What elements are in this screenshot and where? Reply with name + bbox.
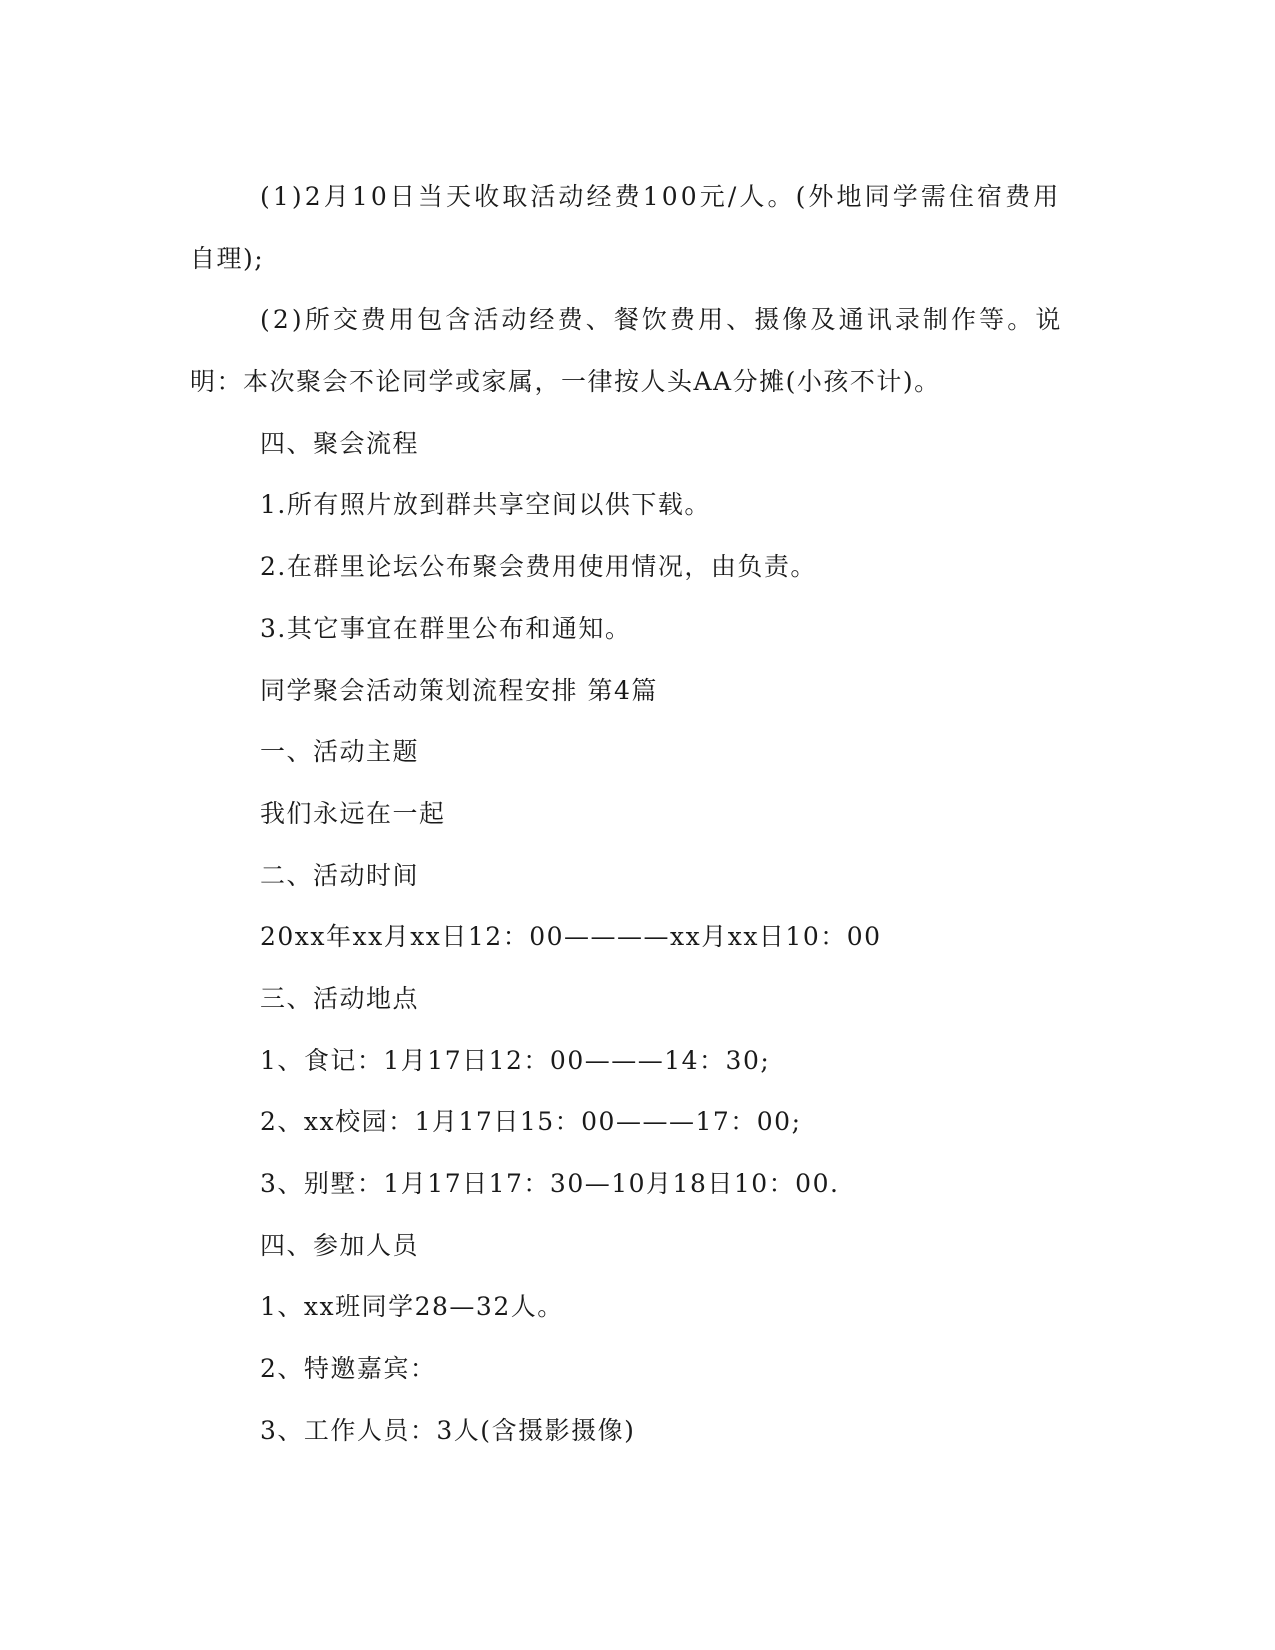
section-heading: 四、参加人员 [260,1230,420,1260]
paragraph-text: 我们永远在一起 [260,798,446,828]
paragraph-fee-collection [190,166,1080,289]
text-line: 明：本次聚会不论同学或家属，一律按人头AA分摊(小孩不计)。 [190,367,941,397]
section-heading: 一、活动主题 [260,737,420,767]
list-item: 2.在群里论坛公布聚会费用使用情况，由负责。 [260,552,817,582]
list-item: 1、食记：1月17日12：00———14：30; [260,1045,771,1075]
text-line: (2)所交费用包含活动经费、餐饮费用、摄像及通讯录制作等。说 [260,305,1064,335]
list-item: 2、特邀嘉宾： [260,1354,437,1384]
list-item: 1、xx班同学28—32人。 [260,1292,564,1322]
list-item: 3、工作人员：3人(含摄影摄像) [260,1415,636,1445]
paragraph-fee-contents [190,289,1080,412]
document-body [190,166,1080,1461]
list-item: 3、别墅：1月17日17：30—10月18日10：00. [260,1169,840,1198]
article-title: 同学聚会活动策划流程安排 第4篇 [260,675,658,705]
section-heading: 二、活动时间 [260,860,420,890]
list-item: 3.其它事宜在群里公布和通知。 [260,613,632,643]
text-line: (1)2月10日当天收取活动经费100元/人。(外地同学需住宿费用 [260,182,1062,211]
paragraph-text: 20xx年xx月xx日12：00————xx月xx日10：00 [260,922,882,952]
list-item: 2、xx校园：1月17日15：00———17：00; [260,1107,802,1137]
section-heading: 四、聚会流程 [260,428,420,458]
section-heading: 三、活动地点 [260,983,420,1013]
list-item: 1.所有照片放到群共享空间以供下载。 [260,490,711,520]
text-line: 自理); [190,243,265,273]
